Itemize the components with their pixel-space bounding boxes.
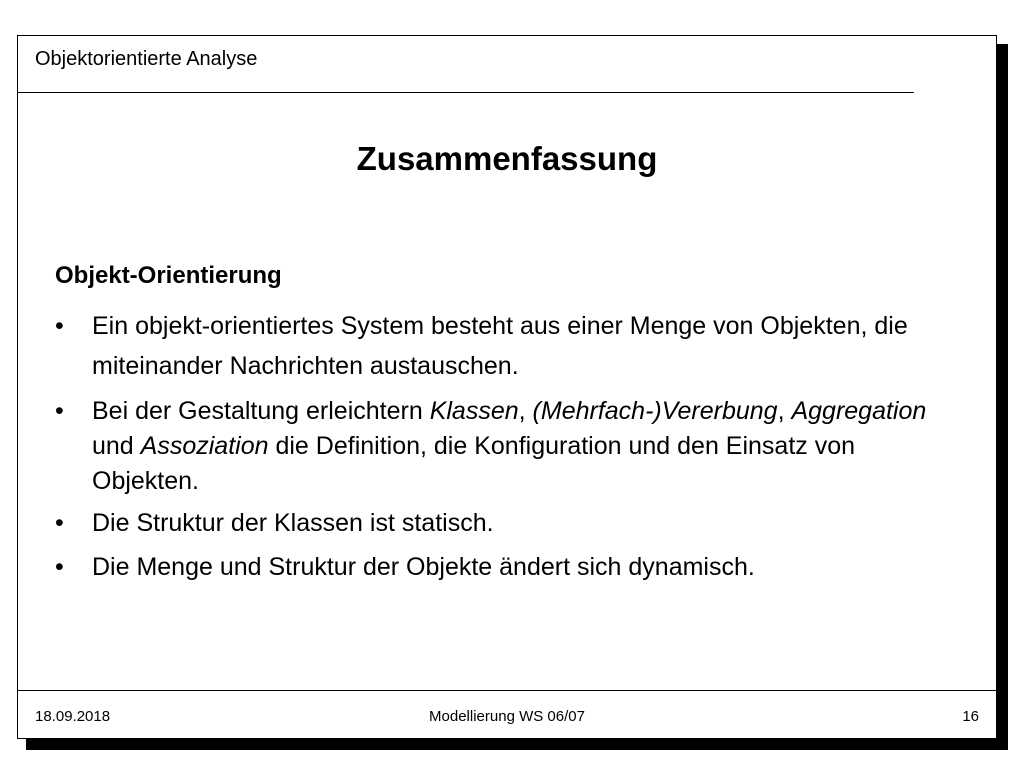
bullet-marker: • xyxy=(55,397,64,425)
slide xyxy=(17,35,997,739)
bullet-item xyxy=(55,549,935,585)
header-title: Objektorientierte Analyse xyxy=(35,48,258,70)
emphasis-term: Aggregation xyxy=(791,397,927,425)
bullet-text: Die Struktur der Klassen ist statisch. xyxy=(92,509,494,537)
bullet-list xyxy=(55,306,935,585)
bullet-item xyxy=(55,394,935,499)
header-divider xyxy=(18,92,914,93)
section-heading: Objekt-Orientierung xyxy=(55,262,282,289)
footer-divider xyxy=(18,690,996,691)
slide-title: Zusammenfassung xyxy=(356,140,658,177)
bullet-item xyxy=(55,505,935,541)
bullet-text: Die Menge und Struktur der Objekte ändert sich dynamisch. xyxy=(92,553,755,581)
bullet-marker: • xyxy=(55,509,64,537)
footer-date: 18.09.2018 xyxy=(35,708,111,725)
emphasis-term: Assoziation xyxy=(140,432,269,460)
bullet-text: Ein objekt-orientiertes System besteht aus einer Menge von Objekten, die miteinander Nachrichten austauschen. xyxy=(92,312,908,380)
bullet-marker: • xyxy=(55,553,64,581)
footer-course: Modellierung WS 06/07 xyxy=(429,708,585,725)
bullet-marker: • xyxy=(55,312,64,340)
emphasis-term: Klassen xyxy=(429,397,519,425)
bullet-text: Bei der Gestaltung erleichtern Klassen, (Mehrfach-)Vererbung, Aggregation und Assoziation die Definition, die Konfiguration und den Einsatz von Objekten. xyxy=(92,397,927,495)
bullet-item xyxy=(55,306,935,386)
emphasis-term: (Mehrfach-)Vererbung xyxy=(532,397,778,425)
page-number: 16 xyxy=(962,708,979,725)
